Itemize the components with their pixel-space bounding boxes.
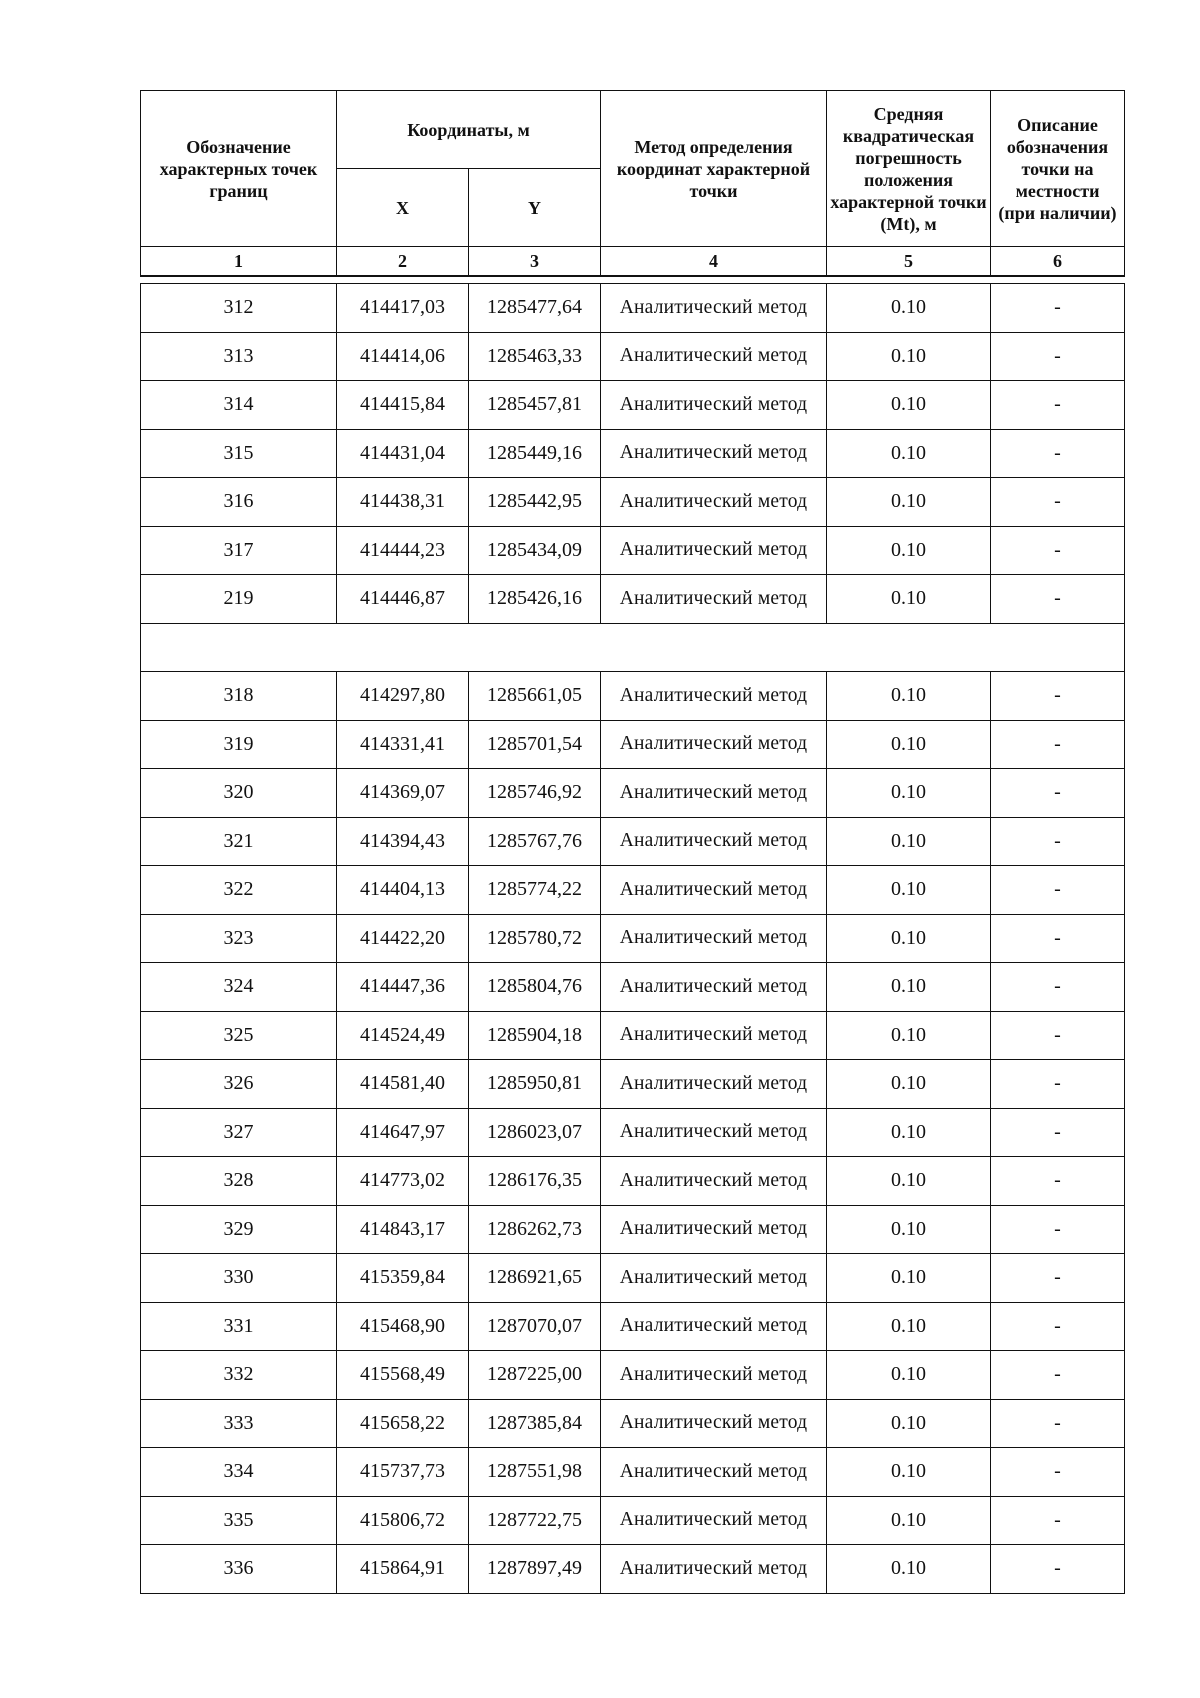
point-id-cell: 320 [141, 769, 337, 818]
y-coordinate-cell: 1285426,16 [469, 575, 601, 624]
header-description: Описание обозначения точки на местности (при наличии) [991, 91, 1125, 247]
point-id-cell: 328 [141, 1157, 337, 1206]
description-cell: - [991, 1060, 1125, 1109]
x-coordinate-cell: 414417,03 [337, 284, 469, 333]
method-cell: Аналитический метод [601, 1496, 827, 1545]
mean-error-cell: 0.10 [827, 575, 991, 624]
column-number: 1 [141, 247, 337, 277]
mean-error-cell: 0.10 [827, 526, 991, 575]
method-cell: Аналитический метод [601, 1448, 827, 1497]
table-row [141, 1545, 1125, 1594]
method-cell: Аналитический метод [601, 1399, 827, 1448]
mean-error-cell: 0.10 [827, 332, 991, 381]
mean-error-cell: 0.10 [827, 1157, 991, 1206]
point-id-cell: 323 [141, 914, 337, 963]
point-id-cell: 332 [141, 1351, 337, 1400]
point-id-cell: 336 [141, 1545, 337, 1594]
x-coordinate-cell: 414647,97 [337, 1108, 469, 1157]
header-method: Метод определения координат характерной точки [601, 91, 827, 247]
point-id-cell: 334 [141, 1448, 337, 1497]
mean-error-cell: 0.10 [827, 672, 991, 721]
table-blank-separator [141, 623, 1125, 672]
method-cell: Аналитический метод [601, 381, 827, 430]
description-cell: - [991, 1205, 1125, 1254]
method-cell: Аналитический метод [601, 1545, 827, 1594]
point-id-cell: 326 [141, 1060, 337, 1109]
description-cell: - [991, 672, 1125, 721]
header-point-designation: Обозначение характерных точек границ [141, 91, 337, 247]
y-coordinate-cell: 1287385,84 [469, 1399, 601, 1448]
mean-error-cell: 0.10 [827, 381, 991, 430]
x-coordinate-cell: 414447,36 [337, 963, 469, 1012]
point-id-cell: 313 [141, 332, 337, 381]
y-coordinate-cell: 1287225,00 [469, 1351, 601, 1400]
table-row [141, 1399, 1125, 1448]
column-number: 4 [601, 247, 827, 277]
y-coordinate-cell: 1287070,07 [469, 1302, 601, 1351]
table-row [141, 1011, 1125, 1060]
table-body-block-1 [141, 284, 1125, 624]
coordinates-table-sheet [140, 90, 1124, 1594]
mean-error-cell: 0.10 [827, 866, 991, 915]
x-coordinate-cell: 414415,84 [337, 381, 469, 430]
x-coordinate-cell: 414394,43 [337, 817, 469, 866]
mean-error-cell: 0.10 [827, 817, 991, 866]
y-coordinate-cell: 1285780,72 [469, 914, 601, 963]
point-id-cell: 335 [141, 1496, 337, 1545]
description-cell: - [991, 1496, 1125, 1545]
table-row [141, 1448, 1125, 1497]
point-id-cell: 219 [141, 575, 337, 624]
table-row [141, 478, 1125, 527]
x-coordinate-cell: 414422,20 [337, 914, 469, 963]
point-id-cell: 318 [141, 672, 337, 721]
description-cell: - [991, 1157, 1125, 1206]
point-id-cell: 331 [141, 1302, 337, 1351]
column-number: 6 [991, 247, 1125, 277]
method-cell: Аналитический метод [601, 866, 827, 915]
mean-error-cell: 0.10 [827, 478, 991, 527]
header-y: Y [469, 169, 601, 247]
mean-error-cell: 0.10 [827, 284, 991, 333]
description-cell: - [991, 1448, 1125, 1497]
table-row [141, 1496, 1125, 1545]
mean-error-cell: 0.10 [827, 1108, 991, 1157]
x-coordinate-cell: 415658,22 [337, 1399, 469, 1448]
x-coordinate-cell: 414297,80 [337, 672, 469, 721]
mean-error-cell: 0.10 [827, 720, 991, 769]
x-coordinate-cell: 414431,04 [337, 429, 469, 478]
method-cell: Аналитический метод [601, 526, 827, 575]
y-coordinate-cell: 1285442,95 [469, 478, 601, 527]
method-cell: Аналитический метод [601, 284, 827, 333]
method-cell: Аналитический метод [601, 672, 827, 721]
description-cell: - [991, 1108, 1125, 1157]
y-coordinate-cell: 1285804,76 [469, 963, 601, 1012]
y-coordinate-cell: 1286921,65 [469, 1254, 601, 1303]
x-coordinate-cell: 415468,90 [337, 1302, 469, 1351]
point-id-cell: 325 [141, 1011, 337, 1060]
mean-error-cell: 0.10 [827, 769, 991, 818]
table-row [141, 1157, 1125, 1206]
y-coordinate-cell: 1285457,81 [469, 381, 601, 430]
x-coordinate-cell: 414404,13 [337, 866, 469, 915]
method-cell: Аналитический метод [601, 720, 827, 769]
table-row [141, 575, 1125, 624]
table-row [141, 817, 1125, 866]
y-coordinate-cell: 1285904,18 [469, 1011, 601, 1060]
method-cell: Аналитический метод [601, 575, 827, 624]
x-coordinate-cell: 414581,40 [337, 1060, 469, 1109]
method-cell: Аналитический метод [601, 1351, 827, 1400]
point-id-cell: 317 [141, 526, 337, 575]
mean-error-cell: 0.10 [827, 1060, 991, 1109]
table-body-block-2 [141, 672, 1125, 1594]
description-cell: - [991, 478, 1125, 527]
x-coordinate-cell: 414331,41 [337, 720, 469, 769]
description-cell: - [991, 866, 1125, 915]
mean-error-cell: 0.10 [827, 914, 991, 963]
description-cell: - [991, 284, 1125, 333]
point-id-cell: 312 [141, 284, 337, 333]
y-coordinate-cell: 1287722,75 [469, 1496, 601, 1545]
table-row [141, 1254, 1125, 1303]
method-cell: Аналитический метод [601, 914, 827, 963]
table-row [141, 866, 1125, 915]
coordinates-table [140, 90, 1125, 1594]
header-separator [141, 276, 1125, 284]
description-cell: - [991, 1545, 1125, 1594]
y-coordinate-cell: 1285477,64 [469, 284, 601, 333]
method-cell: Аналитический метод [601, 1302, 827, 1351]
table-row [141, 672, 1125, 721]
x-coordinate-cell: 414524,49 [337, 1011, 469, 1060]
mean-error-cell: 0.10 [827, 1448, 991, 1497]
y-coordinate-cell: 1286176,35 [469, 1157, 601, 1206]
mean-error-cell: 0.10 [827, 1302, 991, 1351]
description-cell: - [991, 769, 1125, 818]
method-cell: Аналитический метод [601, 769, 827, 818]
point-id-cell: 314 [141, 381, 337, 430]
column-number: 3 [469, 247, 601, 277]
y-coordinate-cell: 1285434,09 [469, 526, 601, 575]
table-row [141, 1351, 1125, 1400]
method-cell: Аналитический метод [601, 1011, 827, 1060]
column-number-row [141, 247, 1125, 277]
header-mean-error: Средняя квадратическая погрешность положения характерной точки (Mt), м [827, 91, 991, 247]
description-cell: - [991, 914, 1125, 963]
description-cell: - [991, 1351, 1125, 1400]
table-row [141, 284, 1125, 333]
method-cell: Аналитический метод [601, 1060, 827, 1109]
x-coordinate-cell: 414444,23 [337, 526, 469, 575]
x-coordinate-cell: 415806,72 [337, 1496, 469, 1545]
mean-error-cell: 0.10 [827, 1254, 991, 1303]
x-coordinate-cell: 414438,31 [337, 478, 469, 527]
description-cell: - [991, 575, 1125, 624]
x-coordinate-cell: 414414,06 [337, 332, 469, 381]
table-row [141, 1108, 1125, 1157]
x-coordinate-cell: 414446,87 [337, 575, 469, 624]
table-row [141, 963, 1125, 1012]
y-coordinate-cell: 1286023,07 [469, 1108, 601, 1157]
y-coordinate-cell: 1286262,73 [469, 1205, 601, 1254]
table-row [141, 1205, 1125, 1254]
description-cell: - [991, 817, 1125, 866]
point-id-cell: 324 [141, 963, 337, 1012]
x-coordinate-cell: 415359,84 [337, 1254, 469, 1303]
point-id-cell: 315 [141, 429, 337, 478]
table-header [141, 91, 1125, 284]
y-coordinate-cell: 1285950,81 [469, 1060, 601, 1109]
method-cell: Аналитический метод [601, 1254, 827, 1303]
mean-error-cell: 0.10 [827, 429, 991, 478]
description-cell: - [991, 429, 1125, 478]
table-row [141, 381, 1125, 430]
table-row [141, 332, 1125, 381]
header-coordinates: Координаты, м [337, 91, 601, 169]
x-coordinate-cell: 414369,07 [337, 769, 469, 818]
point-id-cell: 329 [141, 1205, 337, 1254]
point-id-cell: 330 [141, 1254, 337, 1303]
description-cell: - [991, 1254, 1125, 1303]
description-cell: - [991, 332, 1125, 381]
column-number: 2 [337, 247, 469, 277]
mean-error-cell: 0.10 [827, 963, 991, 1012]
description-cell: - [991, 720, 1125, 769]
method-cell: Аналитический метод [601, 478, 827, 527]
description-cell: - [991, 526, 1125, 575]
table-row [141, 914, 1125, 963]
table-row [141, 1060, 1125, 1109]
y-coordinate-cell: 1287897,49 [469, 1545, 601, 1594]
method-cell: Аналитический метод [601, 963, 827, 1012]
x-coordinate-cell: 414773,02 [337, 1157, 469, 1206]
description-cell: - [991, 963, 1125, 1012]
mean-error-cell: 0.10 [827, 1205, 991, 1254]
mean-error-cell: 0.10 [827, 1399, 991, 1448]
y-coordinate-cell: 1285746,92 [469, 769, 601, 818]
mean-error-cell: 0.10 [827, 1545, 991, 1594]
method-cell: Аналитический метод [601, 817, 827, 866]
mean-error-cell: 0.10 [827, 1496, 991, 1545]
point-id-cell: 322 [141, 866, 337, 915]
point-id-cell: 327 [141, 1108, 337, 1157]
description-cell: - [991, 1302, 1125, 1351]
table-row [141, 769, 1125, 818]
y-coordinate-cell: 1285774,22 [469, 866, 601, 915]
description-cell: - [991, 1011, 1125, 1060]
point-id-cell: 321 [141, 817, 337, 866]
y-coordinate-cell: 1285701,54 [469, 720, 601, 769]
table-row [141, 1302, 1125, 1351]
method-cell: Аналитический метод [601, 1205, 827, 1254]
table-row [141, 526, 1125, 575]
method-cell: Аналитический метод [601, 332, 827, 381]
blank-row [141, 623, 1125, 672]
point-id-cell: 319 [141, 720, 337, 769]
column-number: 5 [827, 247, 991, 277]
y-coordinate-cell: 1285449,16 [469, 429, 601, 478]
header-x: X [337, 169, 469, 247]
x-coordinate-cell: 415568,49 [337, 1351, 469, 1400]
description-cell: - [991, 381, 1125, 430]
y-coordinate-cell: 1285767,76 [469, 817, 601, 866]
point-id-cell: 316 [141, 478, 337, 527]
method-cell: Аналитический метод [601, 429, 827, 478]
mean-error-cell: 0.10 [827, 1351, 991, 1400]
method-cell: Аналитический метод [601, 1157, 827, 1206]
y-coordinate-cell: 1285463,33 [469, 332, 601, 381]
mean-error-cell: 0.10 [827, 1011, 991, 1060]
x-coordinate-cell: 414843,17 [337, 1205, 469, 1254]
table-row [141, 429, 1125, 478]
point-id-cell: 333 [141, 1399, 337, 1448]
method-cell: Аналитический метод [601, 1108, 827, 1157]
y-coordinate-cell: 1285661,05 [469, 672, 601, 721]
description-cell: - [991, 1399, 1125, 1448]
y-coordinate-cell: 1287551,98 [469, 1448, 601, 1497]
x-coordinate-cell: 415864,91 [337, 1545, 469, 1594]
table-row [141, 720, 1125, 769]
x-coordinate-cell: 415737,73 [337, 1448, 469, 1497]
